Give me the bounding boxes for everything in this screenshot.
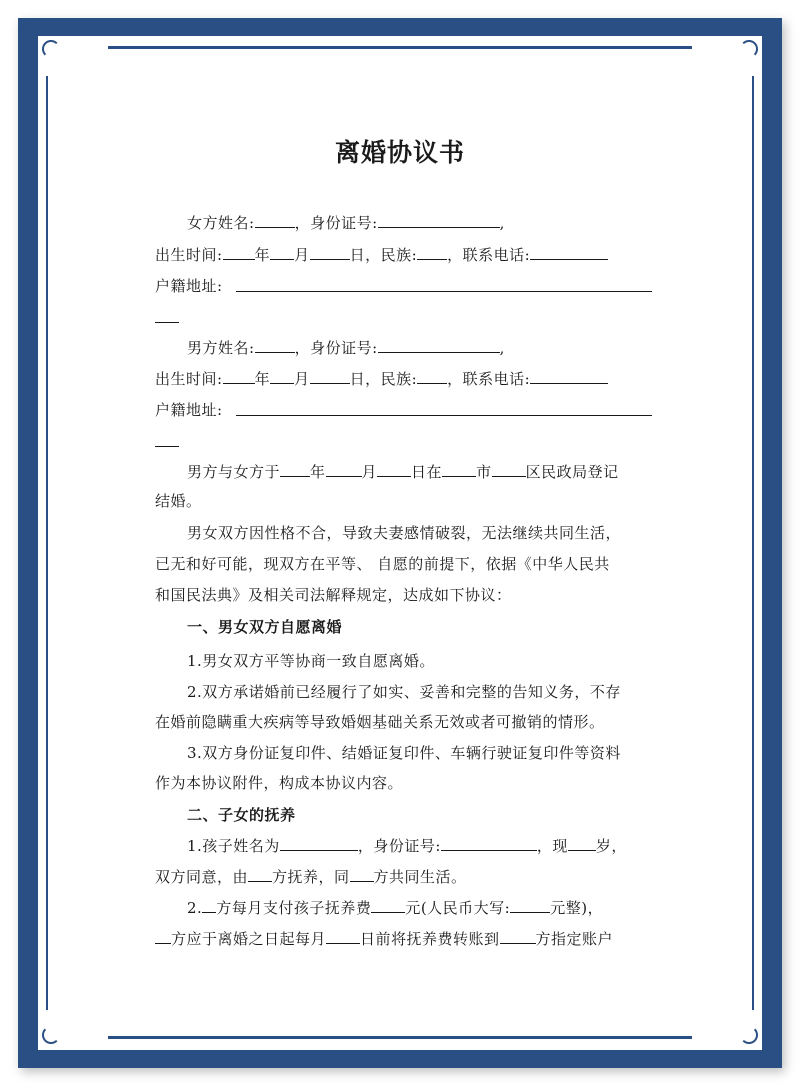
blank: [326, 929, 360, 944]
comma: ,: [499, 339, 505, 357]
male-address-line: [155, 400, 223, 420]
blank: [377, 462, 411, 477]
section-1-item-3: 3.双方身份证复印件、结婚证复印件、车辆行驶证复印件等资料: [187, 744, 621, 762]
blank: [492, 462, 526, 477]
section-1-heading: 一、男女双方自愿离婚: [187, 618, 343, 636]
blank: [310, 245, 350, 260]
male-id-blank: [378, 338, 500, 353]
text: 方每月支付孩子抚养费: [216, 899, 372, 917]
child-name-blank: [280, 836, 358, 851]
blank: [326, 462, 362, 477]
month-label: 月: [294, 370, 310, 388]
text: 1.孩子姓名为: [187, 837, 280, 855]
intro-line: 已无和好可能，现双方在平等、 自愿的前提下，依据《中华人民共: [155, 555, 610, 573]
month-label: 月: [294, 246, 310, 264]
female-address-line: [155, 276, 223, 296]
blank: [248, 867, 272, 882]
intro-line: 男女双方因性格不合，导致夫妻感情破裂，无法继续共同生活，: [187, 524, 622, 542]
female-name-label: 女方姓名:: [187, 214, 255, 232]
child-support-line: [187, 898, 603, 918]
text: 男方与女方于: [187, 463, 281, 481]
section-1-item-3-cont: 作为本协议附件，构成本协议内容。: [155, 774, 404, 792]
child-id-blank: [441, 836, 537, 851]
intro-line: 和国民法典》及相关司法解释规定，达成如下协议：: [155, 586, 512, 604]
phone-label: ，联系电话:: [447, 370, 531, 388]
male-name-label: 男方姓名:: [187, 339, 255, 357]
section-2-heading: 二、子女的抚养: [187, 806, 296, 824]
text: 方指定账户: [535, 930, 614, 948]
text: 元整)，: [550, 899, 604, 917]
text: 2.: [187, 899, 203, 917]
year-label: 年: [254, 370, 271, 388]
blank: [417, 245, 447, 260]
male-address-blank-cont: [155, 446, 179, 447]
female-address-label: 户籍地址:: [155, 277, 223, 295]
child-support-line-2: [155, 929, 613, 949]
document-title: 离婚协议书: [334, 138, 465, 167]
blank: [530, 245, 608, 260]
male-address-blank: [236, 415, 652, 416]
female-birth-line: [155, 245, 608, 265]
male-birth-line: [155, 369, 608, 389]
text: 双方同意，由: [155, 868, 249, 886]
male-birth-label: 出生时间:: [155, 370, 223, 388]
text: 方共同生活。: [373, 868, 467, 886]
blank: [270, 245, 294, 260]
male-id-label: ，身份证号:: [294, 339, 378, 357]
blank: [417, 369, 447, 384]
child-age-blank: [568, 836, 596, 851]
section-1-item-1: 1.男女双方平等协商一致自愿离婚。: [187, 652, 435, 670]
section-1-item-2: 2.双方承诺婚前已经履行了如实、妥善和完整的告知义务，不存: [187, 683, 621, 701]
day-ethnicity-label: 日，民族:: [349, 370, 418, 388]
male-address-label: 户籍地址:: [155, 401, 223, 419]
text: 市: [476, 463, 492, 481]
blank: [371, 898, 405, 913]
text: ，身份证号:: [357, 837, 441, 855]
text: 方抚养，同: [272, 868, 350, 886]
female-address-blank-cont: [155, 322, 179, 323]
female-name-blank: [255, 213, 295, 228]
blank: [202, 898, 216, 913]
blank: [223, 369, 255, 384]
text: 区民政局登记: [525, 463, 619, 481]
comma: ,: [499, 214, 505, 232]
female-id-label: ，身份证号:: [294, 214, 378, 232]
text: 年: [310, 463, 326, 481]
text: ，现: [536, 837, 568, 855]
year-label: 年: [254, 246, 271, 264]
marriage-line-2: 结婚。: [155, 492, 202, 510]
blank: [280, 462, 310, 477]
female-birth-label: 出生时间:: [155, 246, 223, 264]
female-id-blank: [378, 213, 500, 228]
text: 日在: [411, 463, 443, 481]
female-address-blank: [236, 291, 652, 292]
blank: [442, 462, 476, 477]
child-custody-line: [155, 867, 467, 887]
blank: [223, 245, 255, 260]
marriage-line: [187, 462, 619, 482]
day-ethnicity-label: 日，民族:: [349, 246, 418, 264]
blank: [510, 898, 550, 913]
male-name-blank: [255, 338, 295, 353]
text: 月: [361, 463, 378, 481]
phone-label: ，联系电话:: [447, 246, 531, 264]
text: 岁，: [595, 837, 627, 855]
blank: [155, 929, 171, 944]
text: 方应于离婚之日起每月: [171, 930, 327, 948]
text: 日前将抚养费转账到: [360, 930, 500, 948]
blank: [500, 929, 536, 944]
section-1-item-2-cont: 在婚前隐瞒重大疾病等导致婚姻基础关系无效或者可撤销的情形。: [155, 713, 605, 731]
male-name-line: [187, 338, 505, 358]
blank: [270, 369, 294, 384]
text: 元(人民币大写:: [405, 899, 511, 917]
blank: [530, 369, 608, 384]
blank: [310, 369, 350, 384]
blank: [350, 867, 374, 882]
child-info-line: [187, 836, 627, 856]
female-name-line: [187, 213, 505, 233]
